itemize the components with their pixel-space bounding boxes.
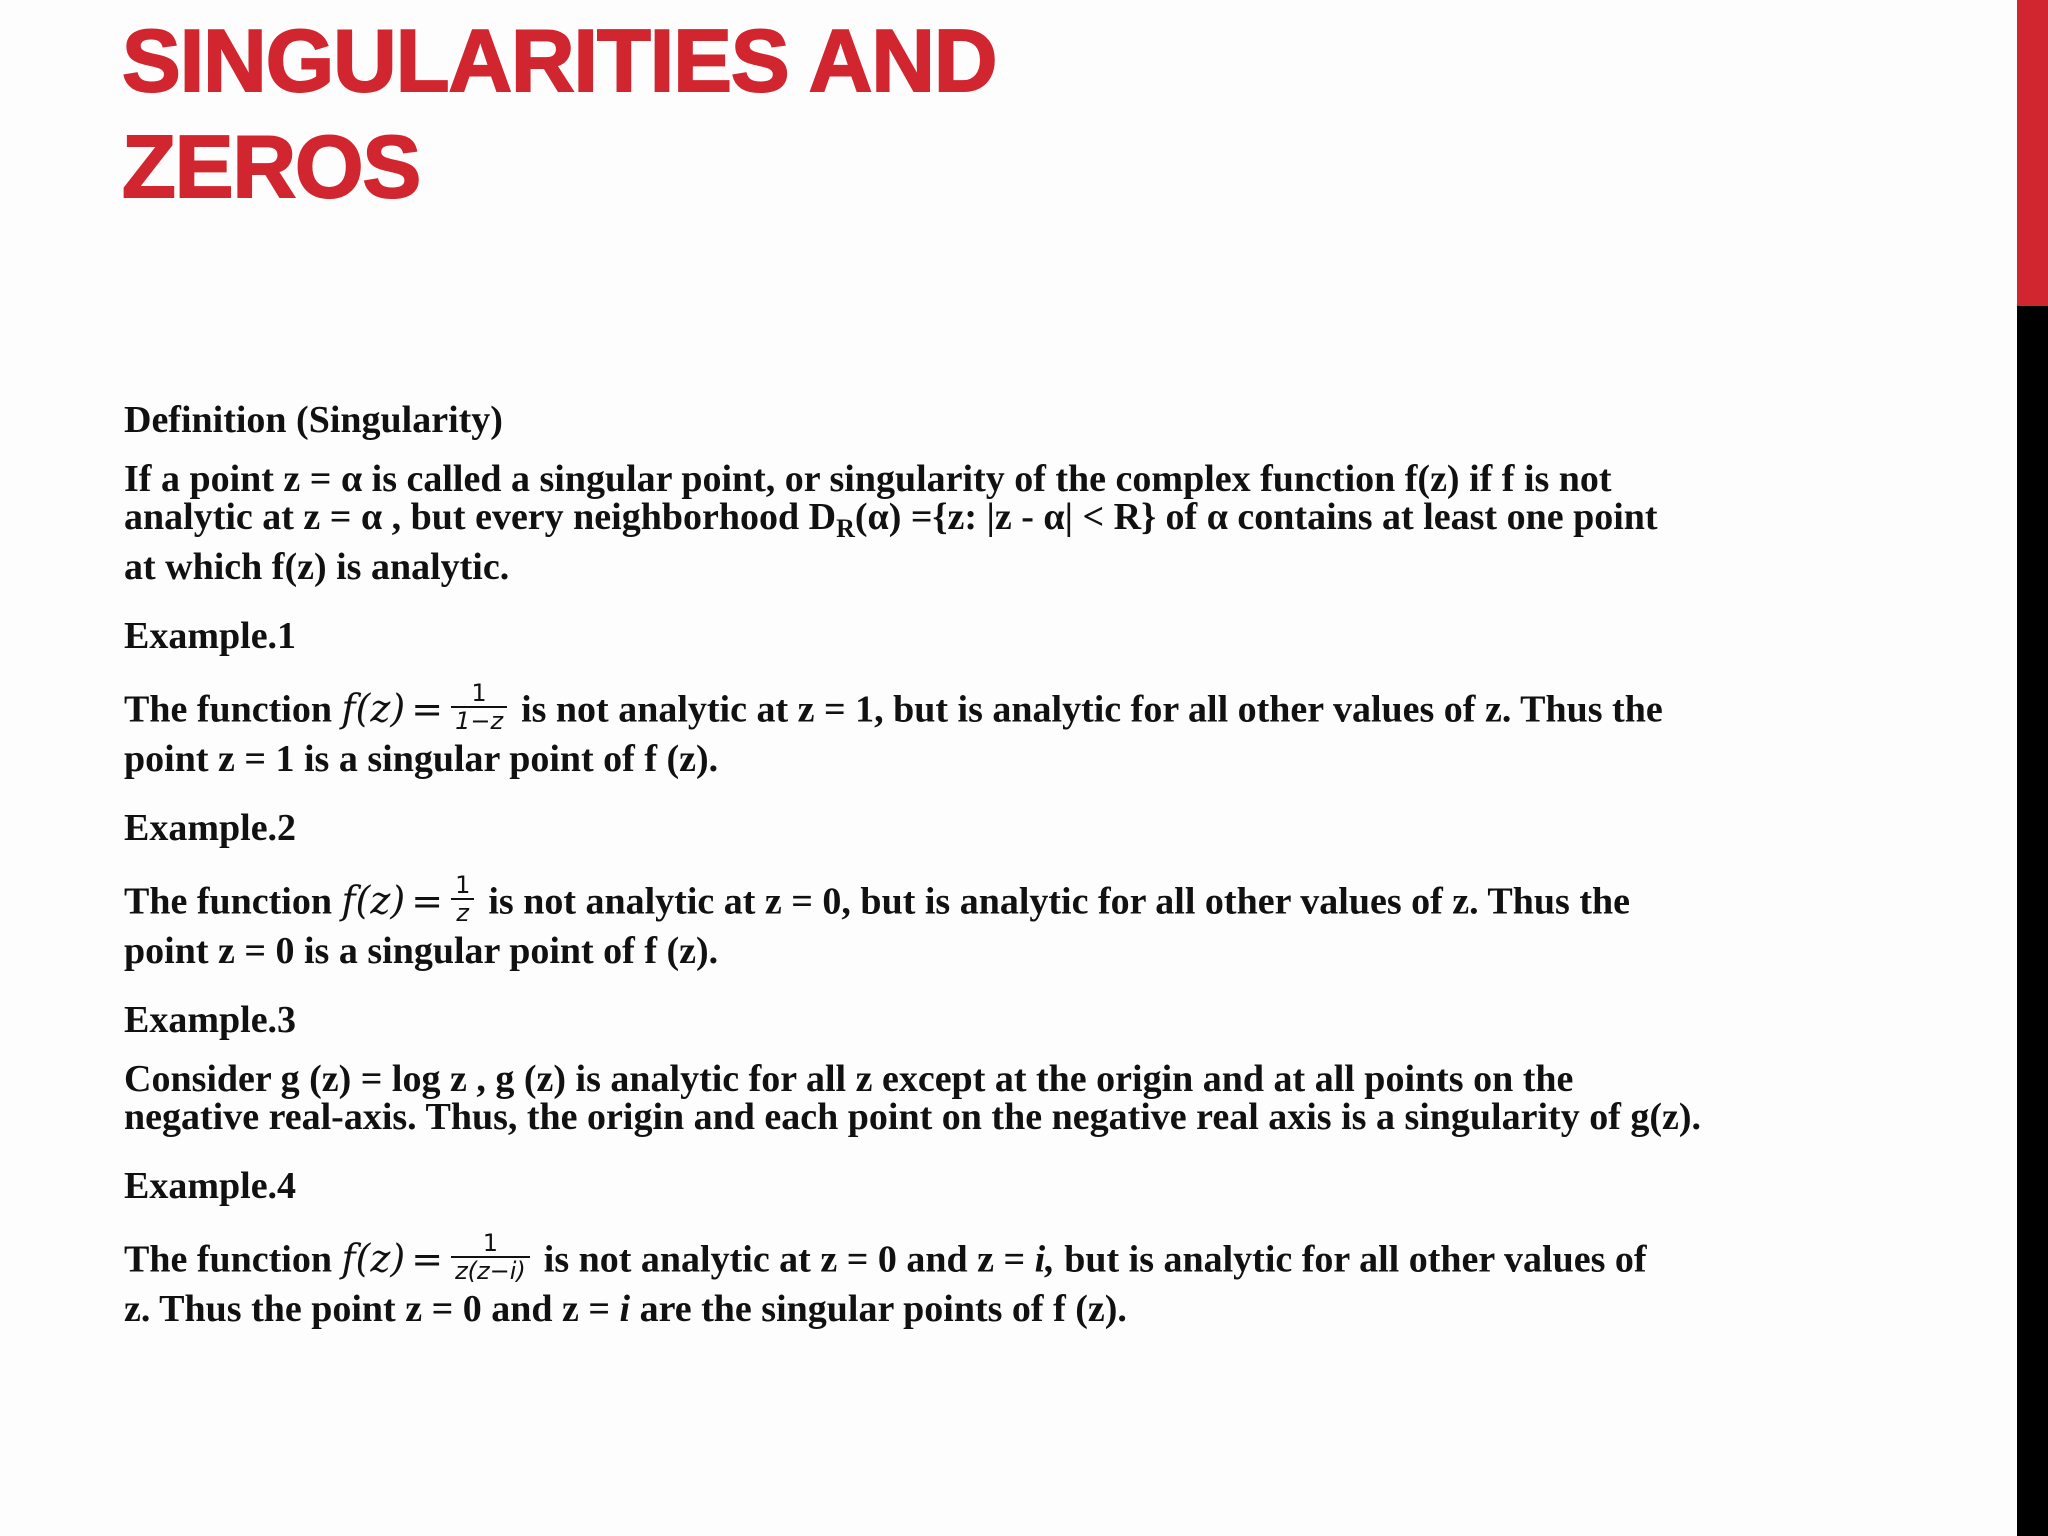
example-1-lead: The function xyxy=(124,688,342,731)
example-4-line-2b: are the singular points of f (z). xyxy=(630,1288,1127,1330)
definition-line-3: at which f(z) is analytic. xyxy=(124,546,510,588)
example-3-line-1: Consider g (z) = log z , g (z) is analytic for all z except at the origin and at all points on the xyxy=(124,1058,1574,1100)
example-4-line-2a: z. Thus the point z = 0 and z = xyxy=(124,1288,620,1330)
definition-subscript: R xyxy=(836,514,855,543)
example-4-function-name: f(z) xyxy=(341,1236,406,1281)
example-3-line-2: negative real-axis. Thus, the origin and each point on the negative real axis is a singularity of g(z). xyxy=(124,1096,1702,1138)
example-1-denominator: 1−z xyxy=(455,707,504,735)
definition-line-1: If a point z = α is called a singular point, or singularity of the complex function f(z) if f is not xyxy=(124,458,1612,500)
accent-bar-red xyxy=(2017,0,2048,306)
example-2-line-2: point z = 0 is a singular point of f (z). xyxy=(124,930,719,972)
example-1-fraction xyxy=(451,680,507,734)
example-2-heading: Example.2 xyxy=(124,807,297,849)
example-1-heading: Example.1 xyxy=(124,615,297,657)
title-line-1: SINGULARITIES AND xyxy=(122,11,997,110)
definition-line-2a: analytic at z = α , but every neighborhood D xyxy=(124,496,837,538)
slide-body xyxy=(124,396,2004,1328)
example-2-function-name: f(z) xyxy=(341,878,406,923)
example-2-denominator: z xyxy=(456,899,470,927)
example-4-denominator: z(z−i) xyxy=(455,1257,526,1285)
example-2-numerator: 1 xyxy=(451,872,474,900)
example-1-equals: = xyxy=(411,686,444,731)
example-1-function-name: f(z) xyxy=(341,686,406,731)
example-3-text xyxy=(124,1060,2004,1136)
example-2-fraction xyxy=(451,872,474,926)
title-line-2: ZEROS xyxy=(122,117,421,216)
example-3-heading: Example.3 xyxy=(124,999,297,1041)
example-2-equals: = xyxy=(411,878,444,923)
example-4-rest-i: i, xyxy=(1034,1238,1055,1281)
definition-line-2b: (α) ={z: |z - α| < R} of α contains at least one point xyxy=(854,496,1658,538)
example-4-line-2i: i xyxy=(619,1288,631,1330)
example-4-heading: Example.4 xyxy=(124,1165,297,1207)
example-4-numerator: 1 xyxy=(451,1230,530,1258)
example-4-text xyxy=(124,1229,2004,1330)
example-1-numerator: 1 xyxy=(451,680,507,708)
example-1-line-2: point z = 1 is a singular point of f (z). xyxy=(124,738,719,780)
example-4-rest-b: but is analytic for all other values of xyxy=(1054,1238,1647,1281)
example-2-lead: The function xyxy=(124,880,342,923)
example-1-rest: is not analytic at z = 1, but is analytic for all other values of z. Thus the xyxy=(521,688,1663,731)
example-4-lead: The function xyxy=(124,1238,342,1281)
definition-heading: Definition (Singularity) xyxy=(124,399,503,441)
example-4-equals: = xyxy=(411,1236,444,1281)
example-4-fraction xyxy=(451,1230,530,1284)
example-2-rest: is not analytic at z = 0, but is analytic for all other values of z. Thus the xyxy=(488,880,1630,923)
definition-text xyxy=(124,460,2004,586)
example-1-text xyxy=(124,679,2004,780)
example-4-rest-a: is not analytic at z = 0 and z = xyxy=(543,1238,1035,1281)
slide-title xyxy=(122,8,1422,220)
example-2-text xyxy=(124,871,2004,972)
accent-bar-black xyxy=(2017,306,2048,1536)
